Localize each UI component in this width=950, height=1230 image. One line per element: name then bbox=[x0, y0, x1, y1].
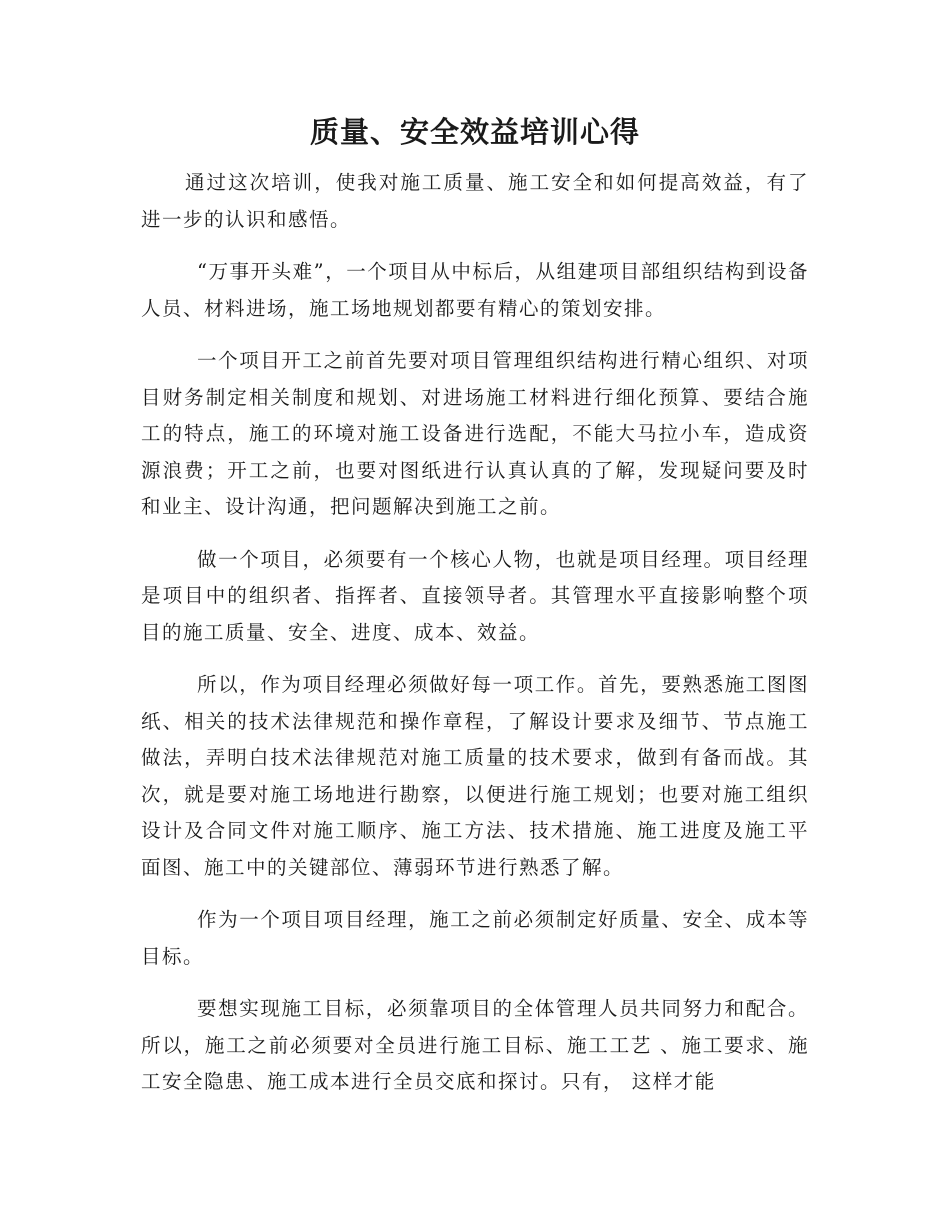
document-body bbox=[141, 165, 809, 1117]
paragraph-1: 通过这次培训，使我对施工质量、施工安全和如何提高效益，有了进一步的认识和感悟。 bbox=[141, 171, 809, 231]
paragraph-7: 要想实现施工目标，必须靠项目的全体管理人员共同努力和配合。所以，施工之前必须要对全员进行施工目标、施工工艺 、施工要求、施工安全隐患、施工成本进行全员交底和探讨。只有， 这样才能 bbox=[141, 997, 809, 1093]
paragraph-5: 所以，作为项目经理必须做好每一项工作。首先，要熟悉施工图图纸、相关的技术法律规范和操作章程，了解设计要求及细节、节点施工做法，弄明白技术法律规范对施工质量的技术要求，做到有备而战。其次，就是要对施工场地进行勘察，以便进行施工规划；也要对施工组织设计及合同文件对施工顺序、施工方法、技术措施、施工进度及施工平面图、施工中的关键部位、薄弱环节进行熟悉了解。 bbox=[141, 673, 809, 879]
document-title: 质量、安全效益培训心得 bbox=[309, 115, 640, 149]
paragraph-3: 一个项目开工之前首先要对项目管理组织结构进行精心组织、对项目财务制定相关制度和规划、对进场施工材料进行细化预算、要结合施工的特点，施工的环境对施工设备进行选配，不能大马拉小车，造成资源浪费；开工之前，也要对图纸进行认真认真的了解，发现疑问要及时和业主、设计沟通，把问题解决到施工之前。 bbox=[141, 349, 809, 518]
paragraph-4: 做一个项目，必须要有一个核心人物，也就是项目经理。项目经理是项目中的组织者、指挥者、直接领导者。其管理水平直接影响整个项目的施工质量、安全、进度、成本、效益。 bbox=[141, 547, 809, 644]
paragraph-2: “万事开头难”，一个项目从中标后，从组建项目部组织结构到设备人员、材料进场，施工场地规划都要有精心的策划安排。 bbox=[141, 260, 809, 320]
paragraph-6: 作为一个项目项目经理，施工之前必须制定好质量、安全、成本等目标。 bbox=[141, 908, 809, 968]
